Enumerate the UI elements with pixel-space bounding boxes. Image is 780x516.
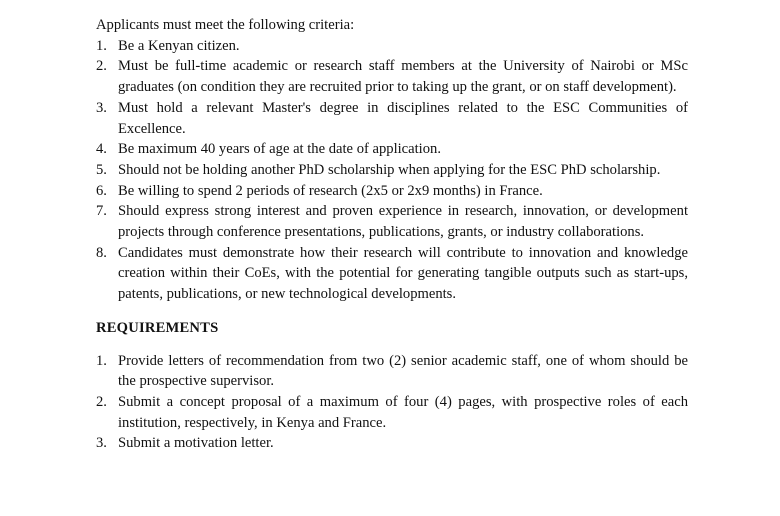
requirements-heading: REQUIREMENTS: [96, 319, 219, 336]
item-text: Should not be holding another PhD scholarship when applying for the ESC PhD scholarship.: [118, 161, 661, 178]
item-text: Be a Kenyan citizen.: [118, 37, 240, 54]
item-number: 2.: [96, 393, 107, 410]
item-number: 8.: [96, 244, 107, 261]
requirement-item: [96, 351, 688, 392]
item-number: 2.: [96, 58, 107, 75]
criteria-list: [96, 36, 688, 305]
criteria-item: [96, 243, 688, 305]
criteria-item: [96, 181, 688, 202]
item-number: 1.: [96, 352, 107, 369]
item-number: 1.: [96, 37, 107, 54]
criteria-item: [96, 139, 688, 160]
item-text: Must be full-time academic or research staff members at the University of Nairobi or MSc graduates (on condition they are recruited prior to taking up the grant, or on staff development).: [118, 58, 688, 96]
requirement-item: [96, 392, 688, 433]
criteria-intro: Applicants must meet the following criteria:: [96, 17, 355, 33]
requirement-item: [96, 433, 688, 454]
requirements-list: [96, 351, 688, 455]
item-number: 7.: [96, 203, 107, 220]
item-number: 3.: [96, 435, 107, 452]
item-text: Be maximum 40 years of age at the date of application.: [118, 141, 441, 158]
criteria-item: [96, 36, 688, 57]
item-number: 6.: [96, 182, 107, 199]
item-number: 4.: [96, 141, 107, 158]
criteria-item: [96, 98, 688, 139]
item-text: Should express strong interest and proven experience in research, innovation, or development projects through conference presentations, publications, grants, or industry collaborations.: [118, 203, 688, 241]
item-text: Submit a concept proposal of a maximum of four (4) pages, with prospective roles of each institution, respectively, in Kenya and France.: [118, 393, 688, 431]
item-text: Submit a motivation letter.: [118, 435, 274, 452]
item-number: 3.: [96, 99, 107, 116]
item-number: 5.: [96, 161, 107, 178]
criteria-item: [96, 56, 688, 97]
item-text: Be willing to spend 2 periods of research (2x5 or 2x9 months) in France.: [118, 182, 543, 199]
criteria-item: [96, 160, 688, 181]
item-text: Must hold a relevant Master's degree in disciplines related to the ESC Communities of Excellence.: [118, 99, 688, 137]
item-text: Candidates must demonstrate how their research will contribute to innovation and knowledge creation within their CoEs, with the potential for generating tangible outputs such as start-ups, patents, publications, or new technological developments.: [118, 244, 688, 303]
criteria-item: [96, 201, 688, 242]
item-text: Provide letters of recommendation from two (2) senior academic staff, one of whom should be the prospective supervisor.: [118, 352, 688, 390]
